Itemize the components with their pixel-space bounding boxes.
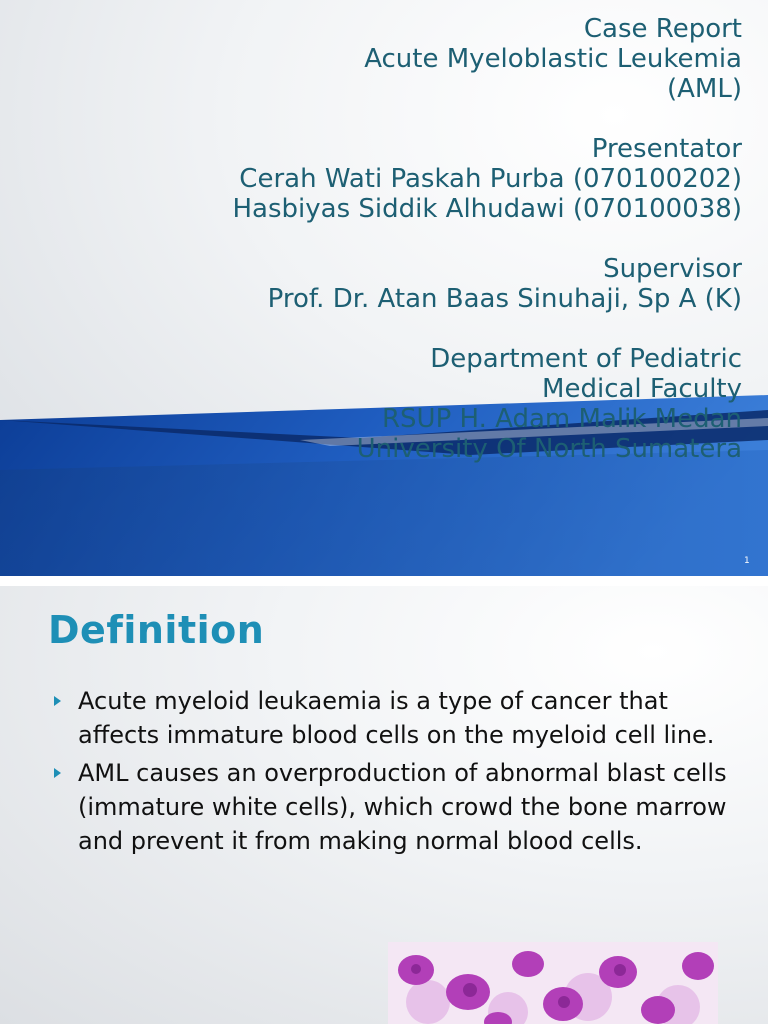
report-abbreviation: (AML) [667,74,742,104]
slide-number: 1 [744,556,750,566]
spacer [233,104,743,134]
spacer [233,224,743,254]
bullet-arrow-icon [54,696,61,706]
supervisor-name: Prof. Dr. Atan Baas Sinuhaji, Sp A (K) [267,284,742,314]
bullet-arrow-icon [54,768,61,778]
bullet-item [54,756,744,858]
bullet-text: AML causes an overproduction of abnormal blast cells (immature white cells), which crowd the bone marrow and prevent it from making normal blood cells. [78,759,727,855]
presentator-name-2: Hasbiyas Siddik Alhudawi (070100038) [232,194,742,224]
blood-smear-micrograph [388,942,718,1024]
department: Department of Pediatric [430,344,742,374]
slide-title: Definition [48,608,265,652]
slide-divider [0,576,768,586]
presentator-name-1: Cerah Wati Paskah Purba (070100202) [239,164,742,194]
presentator-label: Presentator [591,134,742,164]
spacer [233,314,743,344]
faculty: Medical Faculty [542,374,742,404]
supervisor-label: Supervisor [603,254,742,284]
definition-slide [0,586,768,1024]
bullet-list [54,684,744,862]
hospital: RSUP H. Adam Malik Medan [381,404,742,434]
title-text-block [233,14,743,464]
report-type: Case Report [583,14,742,44]
report-title: Acute Myeloblastic Leukemia [364,44,742,74]
bullet-text: Acute myeloid leukaemia is a type of cancer that affects immature blood cells on the myeloid cell line. [78,687,715,749]
micrograph-icon [388,942,718,1024]
university: University Of North Sumatera [356,434,742,464]
bullet-item [54,684,744,752]
